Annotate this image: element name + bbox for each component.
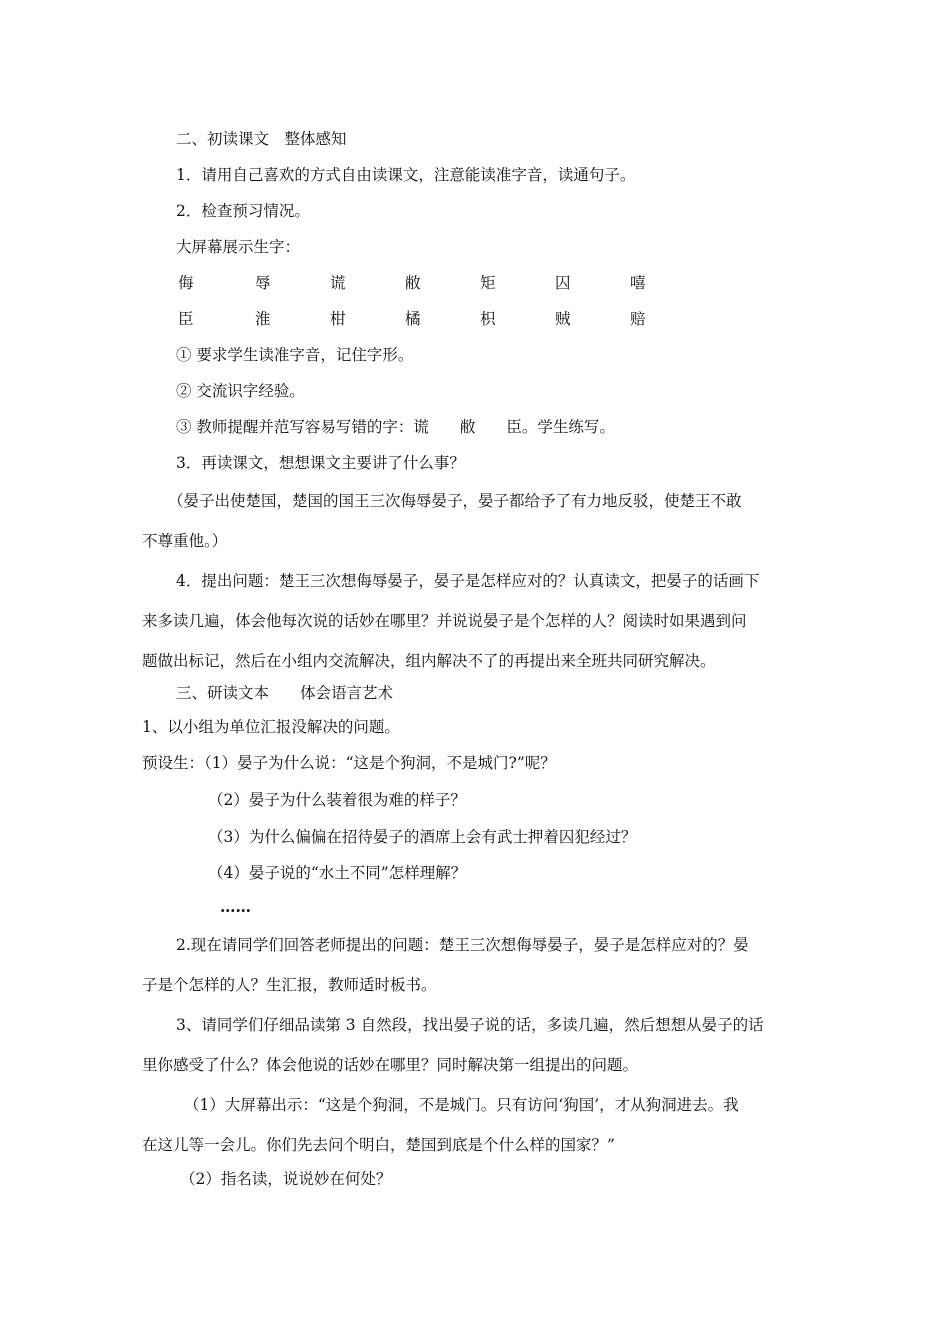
section3-item3-line2: 里你感受了什么？体会他说的话妙在哪里？同时解决第一组提出的问题。 [142,1056,639,1074]
char-row1-2: 辱 [255,274,271,292]
section2-item4-line3: 题做出标记，然后在小组内交流解决，组内解决不了的再提出来全班共同研究解决。 [142,652,716,670]
section2-item3: 3．再读课文，想想课文主要讲了什么事？ [176,454,465,472]
step-3: ③ 教师提醒并范写容易写错的字：谎 敝 臣。学生练写。 [176,418,615,436]
char-row2-2: 淮 [255,310,271,328]
section3-item2-line2: 子是个怎样的人？生汇报，教师适时板书。 [142,976,437,994]
step-1: ① 要求学生读准字音，记住字形。 [176,346,414,364]
char-row2-6: 贼 [555,310,571,328]
char-row1-5: 矩 [480,274,496,292]
preset-question-2: （2）晏子为什么装着很为难的样子？ [208,791,466,809]
section3-item3-line1: 3、请同学们仔细品读第 3 自然段，找出晏子说的话，多读几遍，然后想想从晏子的话 [176,1016,764,1034]
sub-item-2: （2）指名读，说说妙在何处？ [180,1170,392,1188]
section3-item2-line1: 2.现在请同学们回答老师提出的问题：楚王三次想侮辱晏子，晏子是怎样应对的？晏 [176,936,749,954]
section3-heading: 三、研读文本 体会语言艺术 [176,684,394,702]
char-row2-1: 臣 [178,310,194,328]
ellipsis: …… [220,897,251,916]
screen-quote-line1: （1）大屏幕出示：“这是个狗洞，不是城门。只有访问‘狗国’，才从狗洞进去。我 [184,1096,739,1114]
step-2: ② 交流识字经验。 [176,382,305,400]
char-row1-3: 谎 [330,274,346,292]
preset-question-1: 预设生：（1）晏子为什么说：“这是个狗洞，不是城门?”呢？ [142,754,556,772]
answer-line-1: （晏子出使楚国，楚国的国王三次侮辱晏子，晏子都给予了有力地反驳，使楚王不敢 [168,492,742,510]
section2-item2: 2．检查预习情况。 [176,202,310,220]
char-row1-1: 侮 [178,274,194,292]
screen-quote-line2: 在这儿等一会儿。你们先去问个明白，楚国到底是个什么样的国家？” [142,1136,615,1154]
char-row1-7: 嘻 [630,274,646,292]
section2-heading: 二、初读课文 整体感知 [176,130,347,148]
screen-label: 大屏幕展示生字： [176,238,301,256]
char-row2-7: 赔 [630,310,646,328]
section3-item1: 1、以小组为单位汇报没解决的问题。 [142,718,400,736]
section2-item4-line2: 来多读几遍，体会他每次说的话妙在哪里？并说说晏子是个怎样的人？阅读时如果遇到问 [142,612,747,630]
preset-question-4: （4）晏子说的“水土不同”怎样理解？ [208,864,467,882]
section2-item1: 1．请用自己喜欢的方式自由读课文，注意能读准字音，读通句子。 [176,166,636,184]
char-row2-3: 柑 [330,310,346,328]
char-row2-5: 枳 [480,310,496,328]
char-row2-4: 橘 [405,310,421,328]
preset-question-3: （3）为什么偏偏在招待晏子的酒席上会有武士押着囚犯经过？ [208,828,637,846]
answer-line-2: 不尊重他。） [142,532,228,550]
char-row1-4: 敝 [405,274,421,292]
char-row1-6: 囚 [555,274,571,292]
section2-item4-line1: 4．提出问题：楚王三次想侮辱晏子，晏子是怎样应对的？认真读文，把晏子的话画下 [176,572,760,590]
